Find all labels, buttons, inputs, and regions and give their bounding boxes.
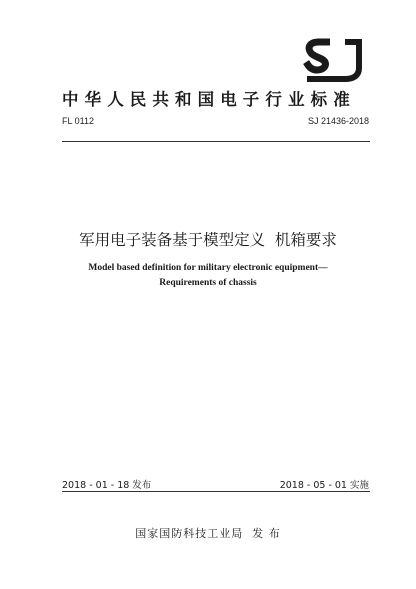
english-title-line-1: Model based definition for military electronic equipment—: [88, 263, 328, 273]
standard-number: SJ 21436-2018: [307, 116, 369, 126]
header-divider: [62, 141, 370, 142]
document-title-chinese: 军用电子装备基于模型定义 机箱要求: [79, 231, 337, 249]
standard-category-title: 中华人民共和国电子行业标准: [62, 90, 356, 109]
document-title-english: [0, 261, 416, 291]
classification-code: FL 0112: [62, 116, 95, 126]
implementation-date: 2018 - 05 - 01 实施: [279, 480, 369, 491]
footer-divider: [62, 491, 370, 492]
publisher: 国家国防科技工业局 发 布: [135, 527, 281, 540]
svg-text:SJ: SJ: [303, 38, 304, 39]
sj-logo: [303, 38, 367, 82]
english-title-line-2: Requirements of chassis: [159, 278, 257, 288]
issue-date: 2018 - 01 - 18 发布: [62, 480, 152, 491]
